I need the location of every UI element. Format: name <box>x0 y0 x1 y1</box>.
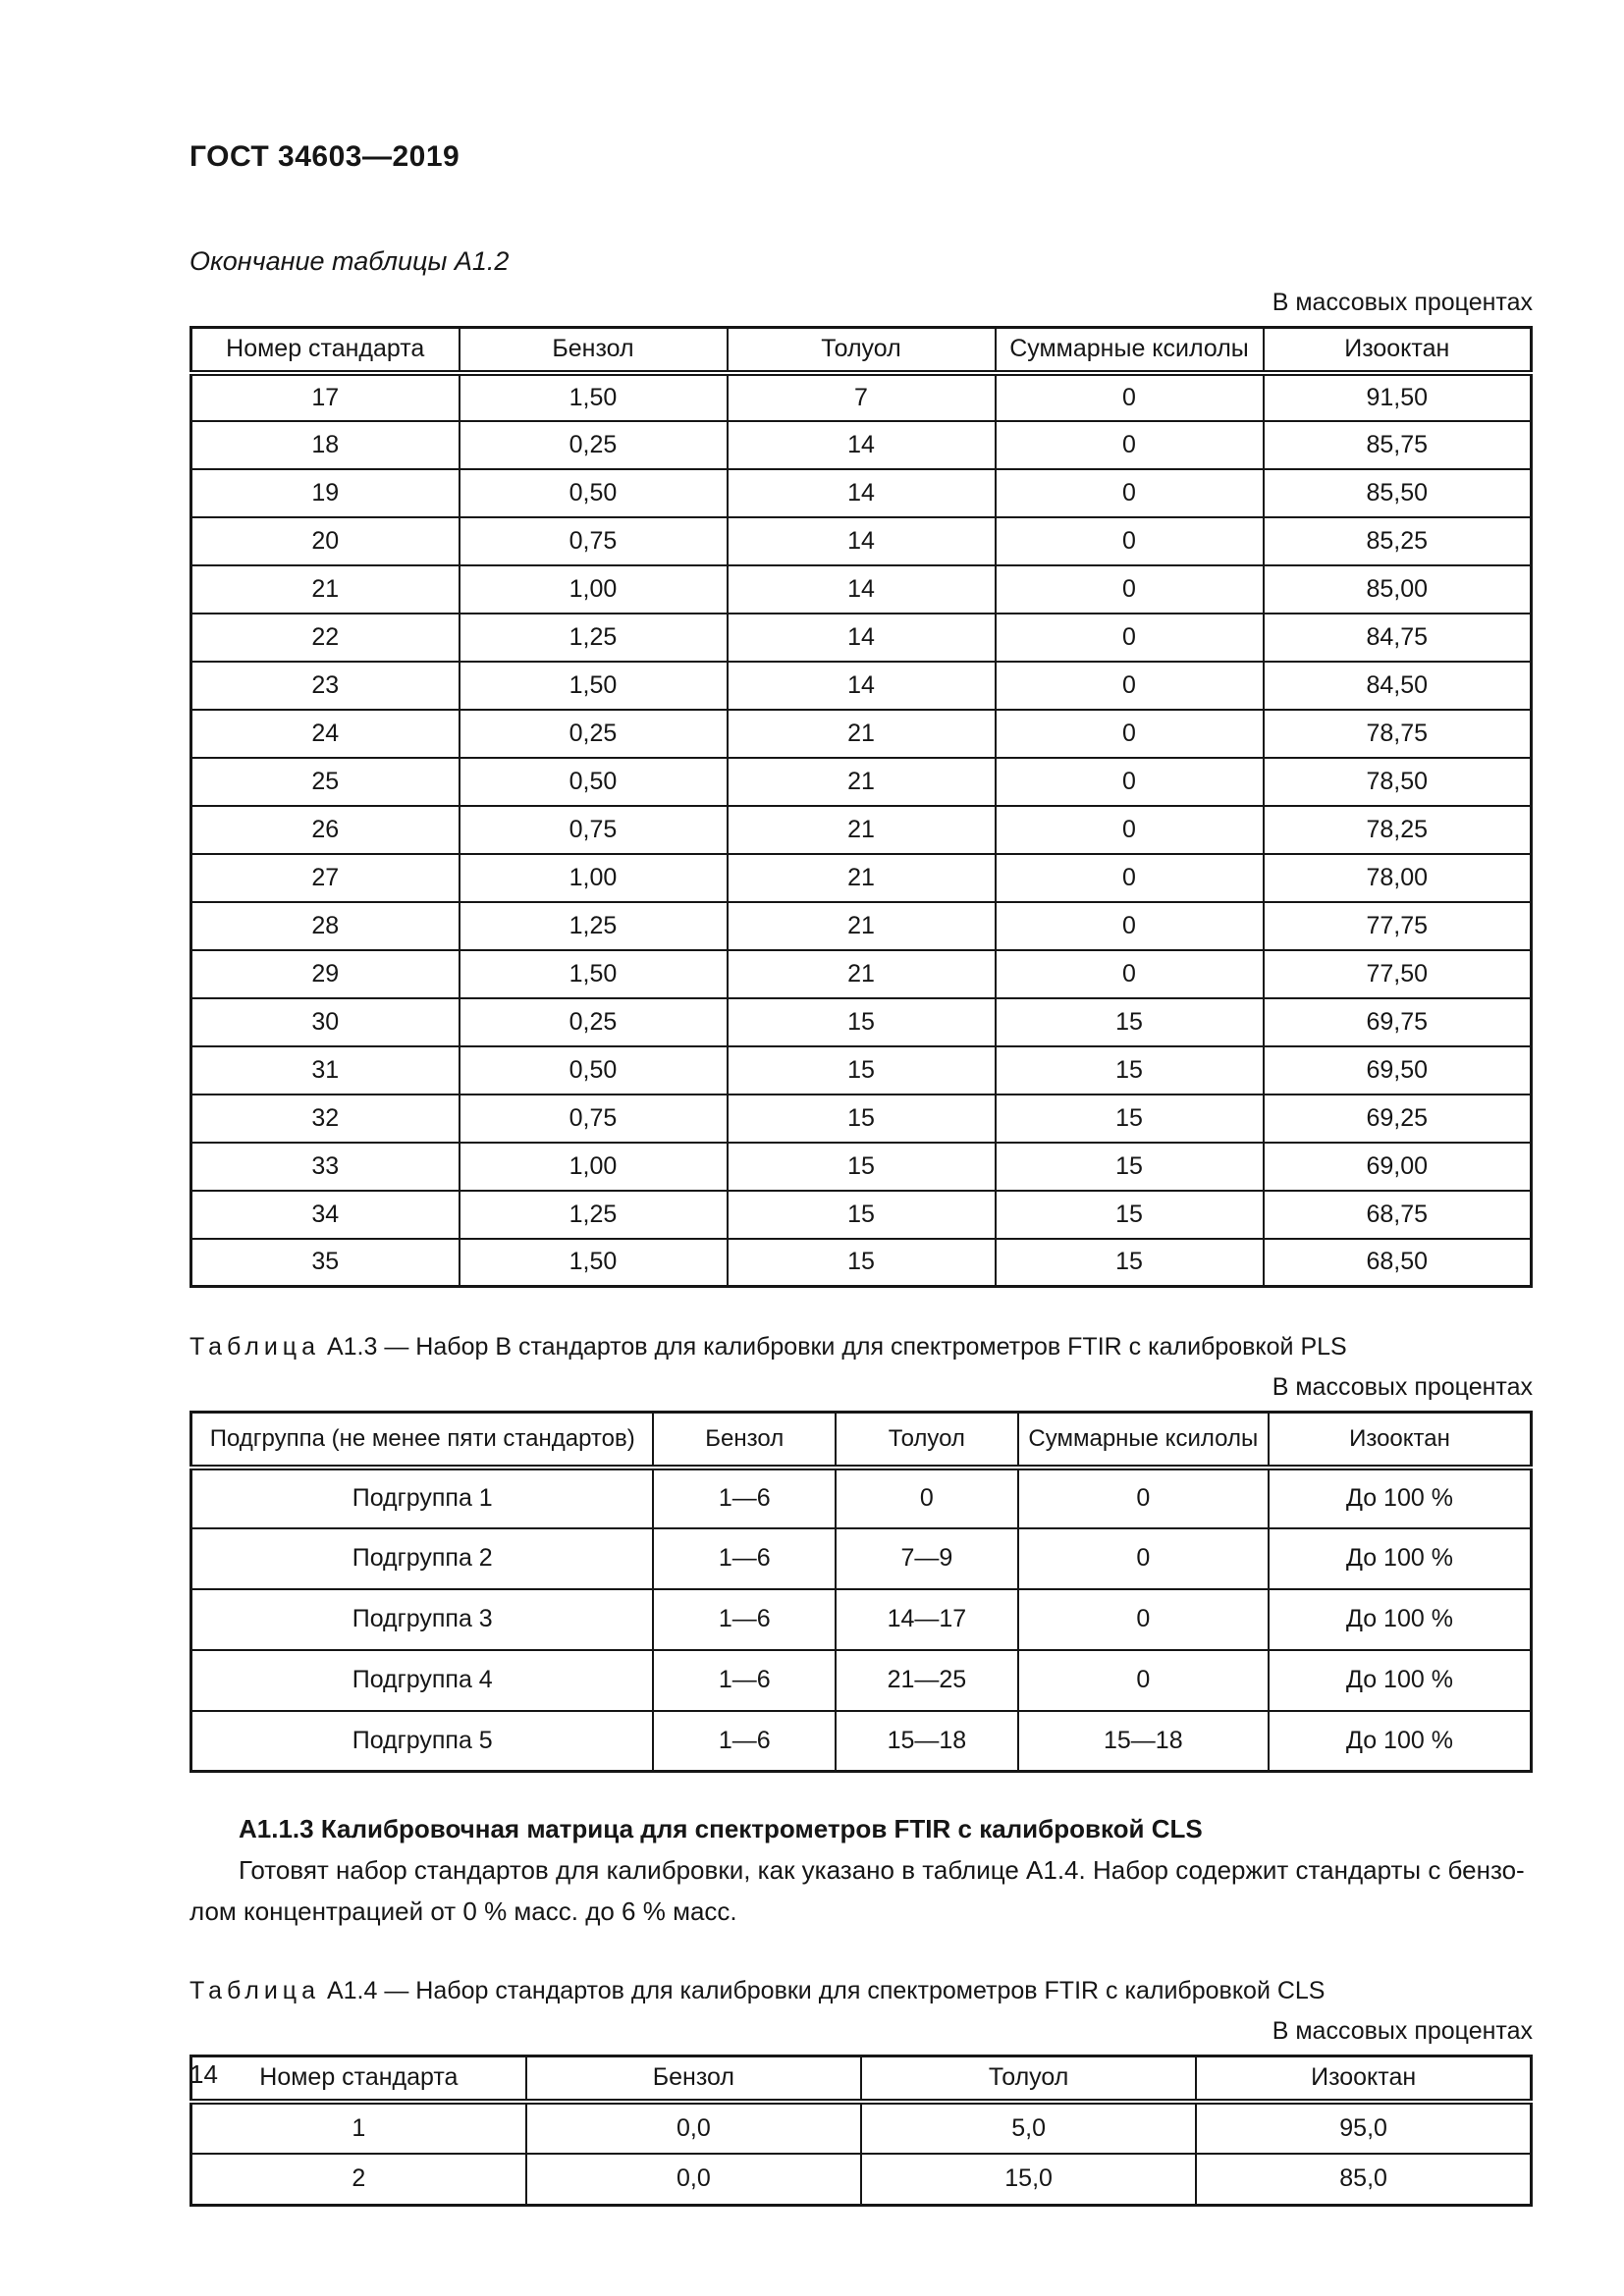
table-a1-3-title <box>189 1333 1533 1362</box>
table-row <box>191 1650 1532 1711</box>
column-header: Толуол <box>728 328 996 373</box>
table-row <box>191 1468 1532 1528</box>
table-cell: 22 <box>191 614 460 662</box>
table-cell: 0 <box>996 710 1264 758</box>
table-cell: 0 <box>996 662 1264 710</box>
table-cell: 77,50 <box>1264 950 1532 998</box>
table-cell: 18 <box>191 421 460 469</box>
table-row <box>191 758 1532 806</box>
table-cell: 0 <box>996 517 1264 565</box>
table-cell: 69,50 <box>1264 1046 1532 1095</box>
table-cell: 15,0 <box>861 2154 1196 2206</box>
table-cell: 27 <box>191 854 460 902</box>
column-header: Номер стандарта <box>191 328 460 373</box>
table-cell: 34 <box>191 1191 460 1239</box>
table-cell: 14 <box>728 469 996 517</box>
table-cell: До 100 % <box>1269 1528 1532 1589</box>
table-row <box>191 1143 1532 1191</box>
table-row <box>191 1239 1532 1287</box>
table-row <box>191 614 1532 662</box>
table-a1-4 <box>189 2055 1533 2207</box>
table-cell: 78,00 <box>1264 854 1532 902</box>
page-number: 14 <box>189 2059 218 2089</box>
table-row <box>191 1095 1532 1143</box>
table-cell: 0,25 <box>460 710 728 758</box>
table-cell: 26 <box>191 806 460 854</box>
table-row <box>191 1711 1532 1772</box>
table-cell: 15 <box>996 1191 1264 1239</box>
units-note-a13: В массовых процентах <box>1272 1373 1533 1401</box>
table-cell: 1,00 <box>460 854 728 902</box>
table-cell: 0 <box>996 469 1264 517</box>
table-cell: 7—9 <box>836 1528 1018 1589</box>
table-row <box>191 662 1532 710</box>
table-cell: 0 <box>996 854 1264 902</box>
table-cell: 0,75 <box>460 806 728 854</box>
table-row <box>191 806 1532 854</box>
column-header: Толуол <box>861 2056 1196 2102</box>
table-a1-4-title <box>189 1977 1533 2005</box>
table-cell: 15—18 <box>836 1711 1018 1772</box>
table-cell: 0,0 <box>526 2102 861 2154</box>
table-a1-3 <box>189 1411 1533 1773</box>
table-cell: 15 <box>996 1143 1264 1191</box>
table-cell: 91,50 <box>1264 373 1532 421</box>
table-cell: 15 <box>996 1046 1264 1095</box>
table-cell: 21 <box>728 902 996 950</box>
table-row <box>191 469 1532 517</box>
table-cell: До 100 % <box>1269 1468 1532 1528</box>
table-cell: 84,75 <box>1264 614 1532 662</box>
table-cell: 14 <box>728 614 996 662</box>
table-a1-4-header-row <box>191 2056 1532 2102</box>
table-row <box>191 565 1532 614</box>
column-header: Изооктан <box>1264 328 1532 373</box>
table-cell: 21 <box>728 854 996 902</box>
table-cell: Подгруппа 1 <box>191 1468 654 1528</box>
table-row <box>191 854 1532 902</box>
table-a1-2-body <box>191 373 1532 1287</box>
table-cell: 0 <box>996 806 1264 854</box>
table-cell: 2 <box>191 2154 526 2206</box>
table-cell: 1 <box>191 2102 526 2154</box>
column-header: Бензол <box>460 328 728 373</box>
paragraph-line-2: лом концентрацией от 0 % масс. до 6 % масс. <box>189 1896 737 1926</box>
table-cell: 14—17 <box>836 1589 1018 1650</box>
standard-designation: ГОСТ 34603—2019 <box>189 140 460 173</box>
table-cell: 0 <box>1018 1650 1269 1711</box>
body-paragraph <box>189 1850 1533 1932</box>
table-cell: 15 <box>728 1143 996 1191</box>
table-cell: 28 <box>191 902 460 950</box>
table-cell: Подгруппа 3 <box>191 1589 654 1650</box>
table-cell: 0,75 <box>460 1095 728 1143</box>
table-a1-2 <box>189 326 1533 1288</box>
table-a1-4-title-word: Таблица <box>189 1977 321 2005</box>
table-a1-4-body <box>191 2102 1532 2206</box>
table-cell: 77,75 <box>1264 902 1532 950</box>
table-cell: 21 <box>728 806 996 854</box>
table-cell: 15—18 <box>1018 1711 1269 1772</box>
column-header: Суммарные ксилолы <box>1018 1413 1269 1468</box>
table-cell: 21—25 <box>836 1650 1018 1711</box>
table-cell: 0 <box>996 614 1264 662</box>
table-cell: 0 <box>996 950 1264 998</box>
table-row <box>191 2154 1532 2206</box>
table-cell: 1,25 <box>460 614 728 662</box>
table-cell: 1,00 <box>460 565 728 614</box>
table-cell: 0 <box>1018 1468 1269 1528</box>
units-note-a14: В массовых процентах <box>1272 2017 1533 2046</box>
table-cell: 17 <box>191 373 460 421</box>
table-cell: 1—6 <box>653 1468 836 1528</box>
table-cell: 33 <box>191 1143 460 1191</box>
column-header: Суммарные ксилолы <box>996 328 1264 373</box>
table-cell: 0 <box>836 1468 1018 1528</box>
table-cell: 0 <box>996 902 1264 950</box>
table-cell: 31 <box>191 1046 460 1095</box>
table-cell: 15 <box>728 1095 996 1143</box>
table-row <box>191 421 1532 469</box>
table-a1-4-title-text: А1.4 — Набор стандартов для калибровки для спектрометров FTIR с калибровкой CLS <box>320 1977 1326 2005</box>
page-content <box>189 0 1533 2207</box>
table-cell: 21 <box>728 758 996 806</box>
table-cell: 0 <box>996 758 1264 806</box>
column-header: Бензол <box>653 1413 836 1468</box>
table-cell: 14 <box>728 662 996 710</box>
paragraph-line-1: Готовят набор стандартов для калибровки, как указано в таблице А1.4. Набор содержит стандарты с бензо- <box>239 1855 1525 1885</box>
table-cell: 0,50 <box>460 469 728 517</box>
table-cell: 24 <box>191 710 460 758</box>
units-note-a12: В массовых процентах <box>1272 289 1533 316</box>
table-cell: 1,25 <box>460 1191 728 1239</box>
table-cell: 1—6 <box>653 1589 836 1650</box>
table-cell: 0,25 <box>460 998 728 1046</box>
table-row <box>191 2102 1532 2154</box>
column-header: Подгруппа (не менее пяти стандартов) <box>191 1413 654 1468</box>
table-cell: 1,50 <box>460 1239 728 1287</box>
table-cell: 0 <box>1018 1589 1269 1650</box>
table-cell: 1,00 <box>460 1143 728 1191</box>
table-row <box>191 1589 1532 1650</box>
table-cell: 1,50 <box>460 950 728 998</box>
table-cell: 15 <box>996 1239 1264 1287</box>
table-cell: 78,50 <box>1264 758 1532 806</box>
table-cell: 0 <box>996 565 1264 614</box>
table-a1-3-body <box>191 1468 1532 1772</box>
table-cell: 21 <box>191 565 460 614</box>
column-header: Изооктан <box>1269 1413 1532 1468</box>
table-row <box>191 517 1532 565</box>
table-cell: 1,25 <box>460 902 728 950</box>
table-cell: 15 <box>728 1046 996 1095</box>
table-row <box>191 902 1532 950</box>
table-cell: 1—6 <box>653 1528 836 1589</box>
table-cell: 15 <box>728 1191 996 1239</box>
table-cell: 0 <box>996 421 1264 469</box>
table-row <box>191 1046 1532 1095</box>
table-cell: 85,25 <box>1264 517 1532 565</box>
table-cell: 1—6 <box>653 1711 836 1772</box>
table-cell: 25 <box>191 758 460 806</box>
table-row <box>191 373 1532 421</box>
table-cell: 0 <box>996 373 1264 421</box>
table-cell: 15 <box>728 1239 996 1287</box>
table-cell: 84,50 <box>1264 662 1532 710</box>
table-cell: 32 <box>191 1095 460 1143</box>
table-cell: 0,50 <box>460 1046 728 1095</box>
table-a1-3-title-word: Таблица <box>189 1333 321 1361</box>
table-cell: 19 <box>191 469 460 517</box>
table-cell: 0,25 <box>460 421 728 469</box>
table-cell: 1—6 <box>653 1650 836 1711</box>
table-cell: 14 <box>728 517 996 565</box>
column-header: Номер стандарта <box>191 2056 526 2102</box>
table-cell: 85,50 <box>1264 469 1532 517</box>
table-cell: 21 <box>728 950 996 998</box>
table-cell: 69,75 <box>1264 998 1532 1046</box>
table-cell: 69,25 <box>1264 1095 1532 1143</box>
table-cell: 0,0 <box>526 2154 861 2206</box>
table-cell: До 100 % <box>1269 1589 1532 1650</box>
table-cell: 20 <box>191 517 460 565</box>
table-cell: 21 <box>728 710 996 758</box>
table-row <box>191 710 1532 758</box>
table-cell: 15 <box>996 1095 1264 1143</box>
table-cell: 7 <box>728 373 996 421</box>
table-a1-3-title-text: А1.3 — Набор В стандартов для калибровки для спектрометров FTIR с калибровкой PLS <box>320 1333 1347 1361</box>
table-cell: 15 <box>996 998 1264 1046</box>
column-header: Бензол <box>526 2056 861 2102</box>
table-row <box>191 1191 1532 1239</box>
table-cell: 14 <box>728 565 996 614</box>
table-a1-2-header-row <box>191 328 1532 373</box>
table-cell: 78,75 <box>1264 710 1532 758</box>
table-row <box>191 950 1532 998</box>
section-heading-a113: А1.1.3 Калибровочная матрица для спектрометров FTIR с калибровкой CLS <box>239 1814 1203 1843</box>
table-cell: До 100 % <box>1269 1711 1532 1772</box>
table-cell: 15 <box>728 998 996 1046</box>
table-cell: 35 <box>191 1239 460 1287</box>
table-cell: Подгруппа 2 <box>191 1528 654 1589</box>
table-cell: 85,75 <box>1264 421 1532 469</box>
table-cell: 0,50 <box>460 758 728 806</box>
table-cell: Подгруппа 4 <box>191 1650 654 1711</box>
table-cell: 95,0 <box>1196 2102 1531 2154</box>
table-cell: 5,0 <box>861 2102 1196 2154</box>
table-cell: 23 <box>191 662 460 710</box>
table-cell: 1,50 <box>460 373 728 421</box>
table-row <box>191 1528 1532 1589</box>
table-cell: 68,50 <box>1264 1239 1532 1287</box>
table-cell: До 100 % <box>1269 1650 1532 1711</box>
table-cell: 14 <box>728 421 996 469</box>
table-cell: 0 <box>1018 1528 1269 1589</box>
table-cell: Подгруппа 5 <box>191 1711 654 1772</box>
table-cell: 69,00 <box>1264 1143 1532 1191</box>
column-header: Толуол <box>836 1413 1018 1468</box>
table-cell: 85,0 <box>1196 2154 1531 2206</box>
table-cell: 78,25 <box>1264 806 1532 854</box>
table-cell: 0,75 <box>460 517 728 565</box>
table-row <box>191 998 1532 1046</box>
table-continuation-caption: Окончание таблицы А1.2 <box>189 246 510 276</box>
column-header: Изооктан <box>1196 2056 1531 2102</box>
table-cell: 29 <box>191 950 460 998</box>
table-cell: 68,75 <box>1264 1191 1532 1239</box>
table-cell: 30 <box>191 998 460 1046</box>
table-a1-3-header-row <box>191 1413 1532 1468</box>
table-cell: 85,00 <box>1264 565 1532 614</box>
table-cell: 1,50 <box>460 662 728 710</box>
